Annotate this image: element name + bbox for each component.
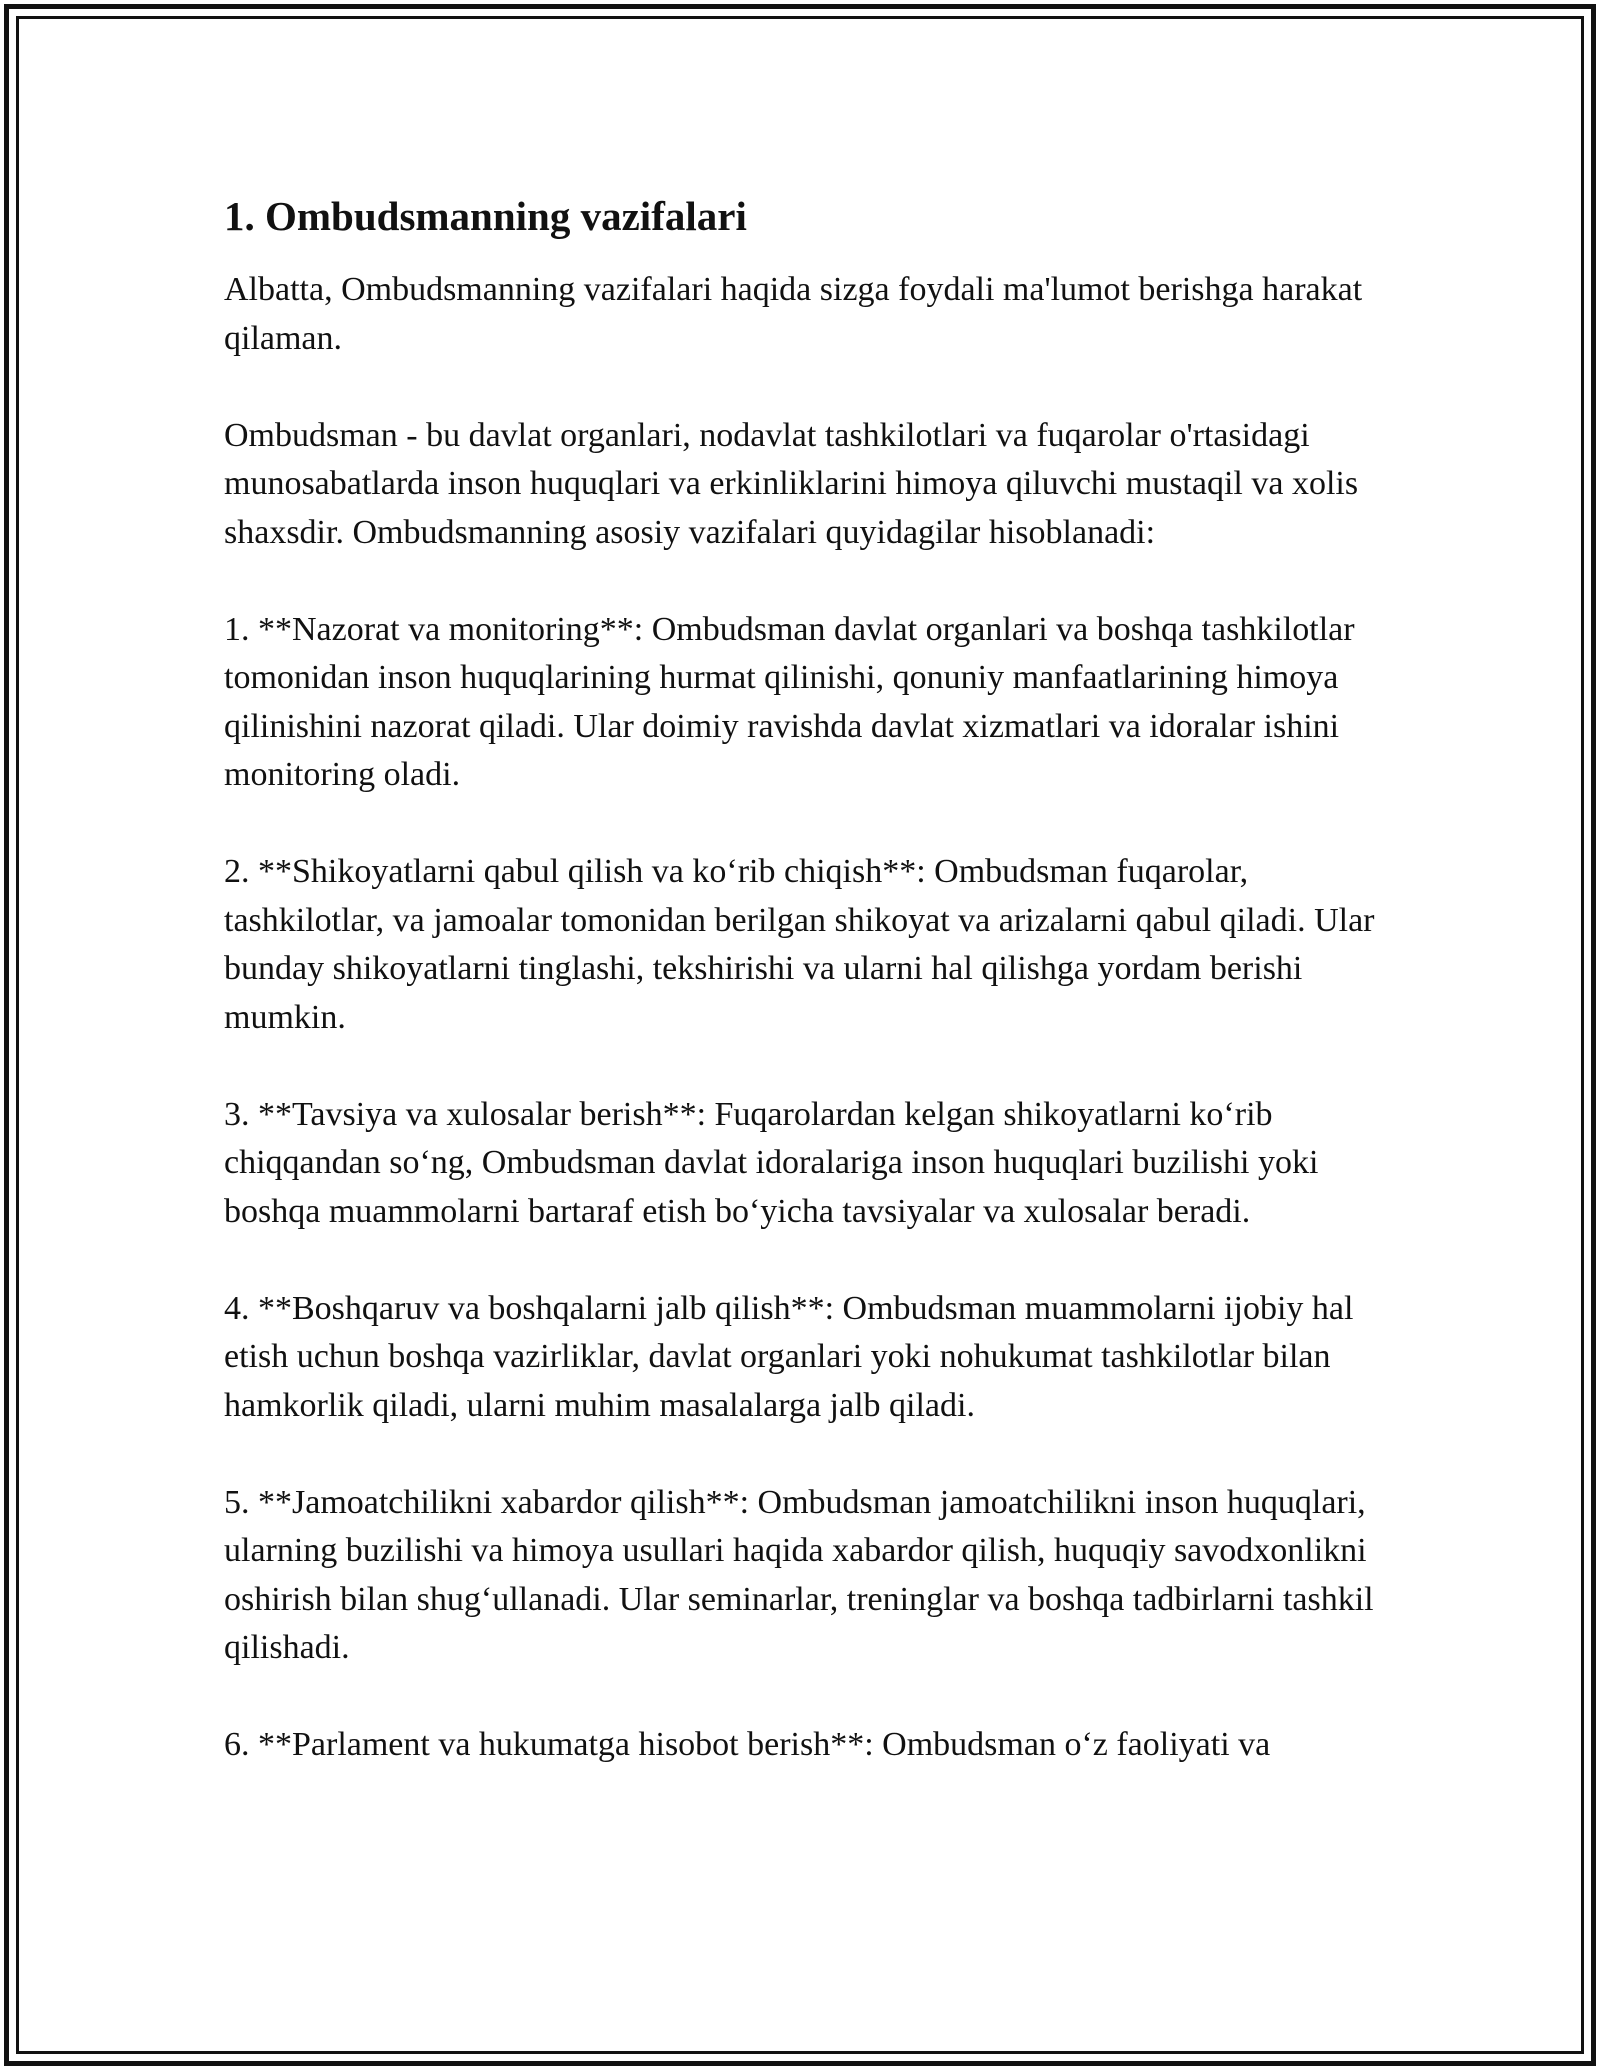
- list-item-jamoatchilik: 5. **Jamoatchilikni xabardor qilish**: Ombudsman jamoatchilikni inson huquqlari, ularning buzilishi va himoya usullari haqida xabardor qilish, huquqiy savodxonlikni oshirish bilan shug‘ullanadi. Ular seminarlar, treninglar va boshqa tadbirlarni tashkil qilishadi.: [224, 1483, 1374, 1666]
- list-item-boshqaruv: 4. **Boshqaruv va boshqalarni jalb qilish**: Ombudsman muammolarni ijobiy hal etish uchun boshqa vazirliklar, davlat organlari yoki nohukumat tashkilotlar bilan hamkorlik qiladi, ularni muhim masalalarga jalb qiladi.: [224, 1289, 1354, 1424]
- document-body: [224, 184, 1384, 1818]
- list-item-nazorat: 1. **Nazorat va monitoring**: Ombudsman davlat organlari va boshqa tashkilotlar tomonidan inson huquqlarining hurmat qilinishi, qonuniy manfaatlarining himoya qilinishini nazorat qiladi. Ular doimiy ravishda davlat xizmatlari va idoralar ishini monitoring oladi.: [224, 610, 1355, 793]
- definition-paragraph: Ombudsman - bu davlat organlari, nodavlat tashkilotlari va fuqarolar o'rtasidagi munosabatlarda inson huquqlari va erkinliklarini himoya qiluvchi mustaqil va xolis shaxsdir. Ombudsmanning asosiy vazifalari quyidagilar hisoblanadi:: [224, 416, 1359, 551]
- list-item-hisobot: 6. **Parlament va hukumatga hisobot berish**: Ombudsman o‘z faoliyati va: [224, 1726, 1271, 1763]
- list-item-shikoyatlar: 2. **Shikoyatlarni qabul qilish va ko‘rib chiqish**: Ombudsman fuqarolar, tashkilotlar, va jamoalar tomonidan berilgan shikoyat va arizalarni qabul qiladi. Ular bunday shikoyatlarni tinglashi, tekshirishi va ularni hal qilishga yordam berishi mumkin.: [224, 853, 1375, 1036]
- document-title: 1. Ombudsmanning vazifalari: [224, 193, 747, 239]
- intro-paragraph: Albatta, Ombudsmanning vazifalari haqida sizga foydali ma'lumot berishga harakat qilaman.: [224, 271, 1363, 357]
- list-item-tavsiya: 3. **Tavsiya va xulosalar berish**: Fuqarolardan kelgan shikoyatlarni ko‘rib chiqqandan so‘ng, Ombudsman davlat idoralariga inson huquqlari buzilishi yoki boshqa muammolarni bartaraf etish bo‘yicha tavsiyalar va xulosalar beradi.: [224, 1095, 1319, 1230]
